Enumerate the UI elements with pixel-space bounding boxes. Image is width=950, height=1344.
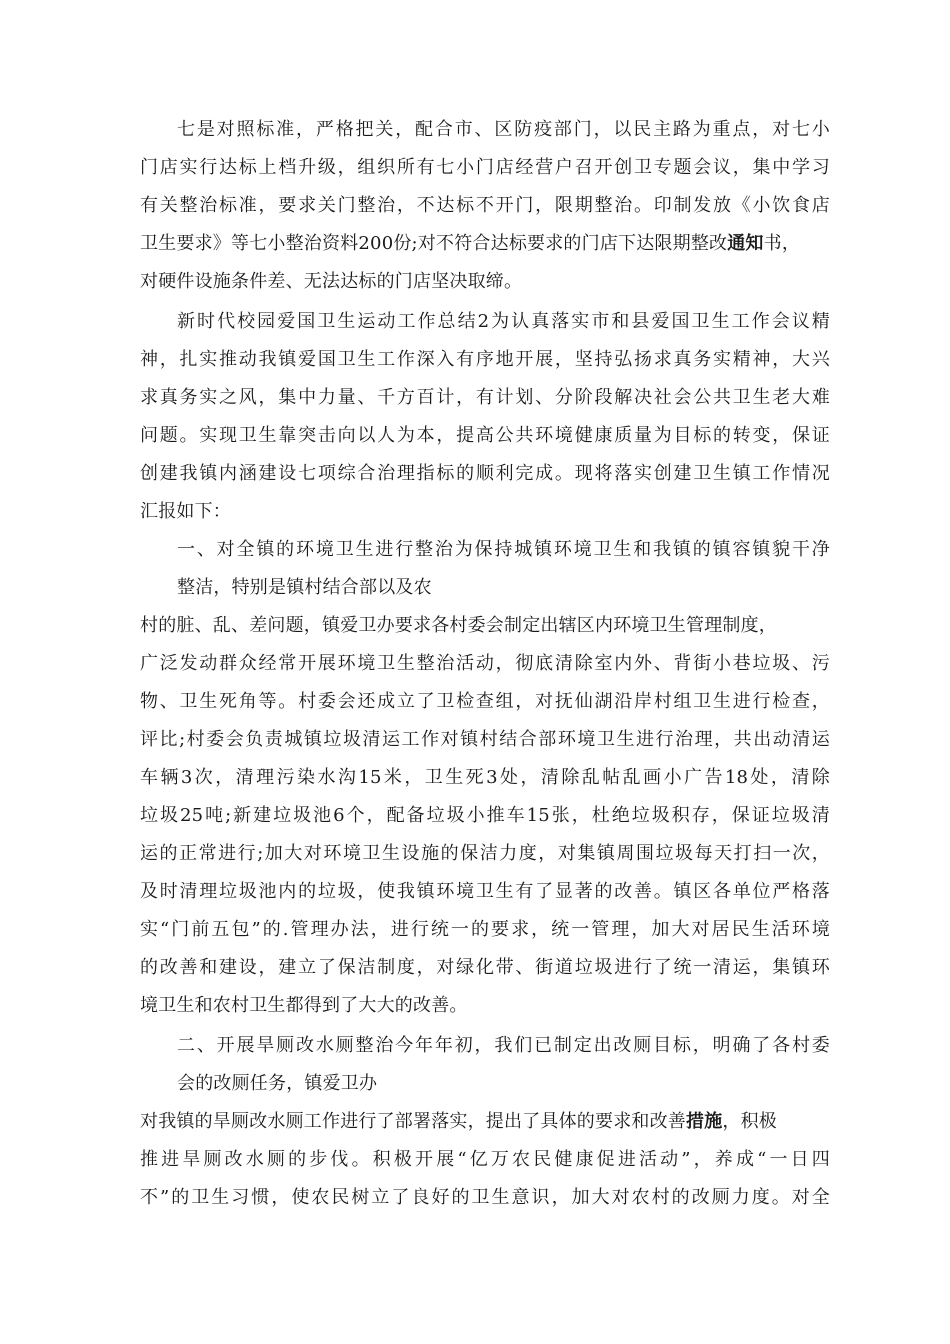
text-line-content: 七是对照标准，严格把关，配合市、区防疫部门，以民主路为重点，对七小 [177,119,830,140]
text-line [140,156,830,180]
text-line-content: 的改善和建设，建立了保洁制度，对绿化带、街道垃圾进行了统一清运，集镇环 [140,957,830,978]
text-line [177,1034,830,1058]
text-line [140,956,830,980]
text-line-content: 广泛发动群众经常开展环境卫生整治活动，彻底清除室内外、背街小巷垃圾、污 [140,653,830,674]
bold-term: 通知 [727,233,764,254]
text-line [140,842,830,866]
text-line-tail: ，积极 [722,1111,778,1132]
text-line-content: 及时清理垃圾池内的垃圾，使我镇环境卫生有了显著的改善。镇区各单位严格落 [140,881,830,902]
text-line [140,1110,830,1134]
text-line-content: 对硬件设施条件差、无法达标的门店坚决取缔。 [140,271,523,292]
text-line [140,690,830,714]
text-line [140,1186,830,1210]
text-line-content: 垃圾25吨;新建垃圾池6个，配备垃圾小推车15张，杜绝垃圾积存，保证垃圾清 [140,805,830,826]
text-line-content: 卫生要求》等七小整治资料200份;对不符合达标要求的门店下达限期整改 [140,233,728,254]
text-line [140,194,830,218]
bold-term: 措施 [686,1111,723,1132]
text-line [177,576,867,600]
text-line-content: 一、对全镇的环境卫生进行整治为保持城镇环境卫生和我镇的镇容镇貌干净 [177,539,830,560]
text-line-content: 新时代校园爱国卫生运动工作总结2为认真落实市和县爱国卫生工作会议精 [177,311,830,332]
text-line-content: 实“门前五包”的.管理办法，进行统一的要求，统一管理，加大对居民生活环境 [140,919,830,940]
text-line [140,424,830,448]
text-line [140,1148,830,1172]
text-line [140,500,830,524]
text-line [177,1072,867,1096]
text-line [140,386,830,410]
text-line [140,804,830,828]
text-line-content: 村的脏、乱、差问题，镇爱卫办要求各村委会制定出辖区内环境卫生管理制度， [140,615,777,636]
text-line-content: 求真务实之风，集中力量、千方百计，有计划、分阶段解决社会公共卫生老大难 [140,387,830,408]
text-line [177,310,830,334]
text-line [140,994,830,1018]
text-line-content: 神，扎实推动我镇爱国卫生工作深入有序地开展，坚持弘扬求真务实精神，大兴 [140,349,830,370]
text-line [140,880,830,904]
text-line-content: 整洁，特别是镇村结合部以及农 [177,577,432,598]
text-line-content: 不”的卫生习惯，使农民树立了良好的卫生意识，加大对农村的改厕力度。对全 [140,1187,830,1208]
text-line [140,232,830,256]
text-line [140,270,830,294]
text-line [177,538,830,562]
text-line [140,728,830,752]
text-line-content: 推进旱厕改水厕的步伐。积极开展“亿万农民健康促进活动”，养成“一日四 [140,1149,830,1170]
text-line-content: 门店实行达标上档升级，组织所有七小门店经营户召开创卫专题会议，集中学习 [140,157,830,178]
text-line-tail: 书， [763,233,801,254]
text-line-content: 创建我镇内涵建设七项综合治理指标的顺利完成。现将落实创建卫生镇工作情况 [140,463,830,484]
text-line [140,918,830,942]
text-line-content: 评比;村委会负责城镇垃圾清运工作对镇村结合部环境卫生进行治理，共出动清运 [140,729,830,750]
text-line-content: 问题。实现卫生靠突击向以人为本，提高公共环境健康质量为目标的转变，保证 [140,425,830,446]
text-line [140,652,830,676]
text-line-content: 物、卫生死角等。村委会还成立了卫检查组，对抚仙湖沿岸村组卫生进行检查， [140,691,830,712]
text-line [140,766,830,790]
text-line [140,462,830,486]
text-line-content: 对我镇的旱厕改水厕工作进行了部署落实，提出了具体的要求和改善 [140,1111,686,1132]
text-line-content: 境卫生和农村卫生都得到了大大的改善。 [140,995,468,1016]
text-line-content: 会的改厕任务，镇爱卫办 [177,1073,378,1094]
text-line-content: 有关整治标准，要求关门整治，不达标不开门，限期整治。印制发放《小饮食店 [140,195,830,216]
text-line-content: 汇报如下： [140,501,231,522]
text-line-content: 运的正常进行;加大对环境卫生设施的保洁力度，对集镇周围垃圾每天打扫一次， [140,843,830,864]
text-line-content: 车辆3次，清理污染水沟15米，卫生死3处，清除乱帖乱画小广告18处，清除 [140,767,830,788]
text-line [177,118,830,142]
text-line [140,348,830,372]
text-line [140,614,830,638]
text-line-content: 二、开展旱厕改水厕整治今年年初，我们已制定出改厕目标，明确了各村委 [177,1035,830,1056]
